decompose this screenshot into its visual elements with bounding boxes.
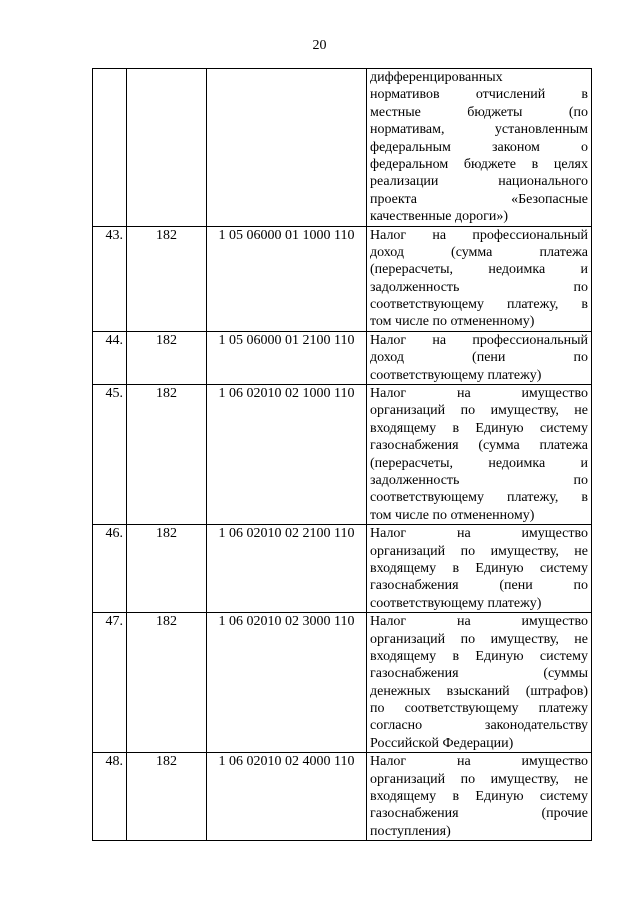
description-line: поступления) [370, 823, 451, 839]
table-row [93, 331, 592, 384]
row-number-cell: 48. [93, 753, 127, 841]
description-cell [367, 525, 592, 613]
admin-code-cell: 182 [127, 613, 207, 753]
page-number: 20 [312, 38, 327, 53]
budget-code-cell: 1 06 02010 02 4000 110 [207, 753, 367, 841]
description-line: денежных взысканий (штрафов) [370, 683, 588, 699]
description-line: Российской Федерации) [370, 735, 514, 751]
table-row [93, 226, 592, 331]
budget-code-cell: 1 05 06000 01 1000 110 [207, 226, 367, 331]
description-line: проекта «Безопасные [370, 191, 588, 207]
row-number-cell: 46. [93, 525, 127, 613]
revenue-codes-table [92, 68, 592, 841]
description-line: Налог на имущество [370, 526, 588, 542]
description-line: задолженность по [370, 279, 588, 295]
description-line: федеральным законом о [370, 139, 588, 155]
description-line: доход (пени по [370, 350, 588, 366]
description-line: по соответствующему платежу [370, 701, 588, 717]
description-line: Налог на профессиональный [370, 227, 588, 243]
description-line: газоснабжения (сумма платежа [370, 438, 588, 454]
budget-code-cell: 1 05 06000 01 2100 110 [207, 331, 367, 384]
table-body [93, 69, 592, 841]
description-line: организаций по имуществу, не [370, 771, 588, 787]
admin-code-cell: 182 [127, 753, 207, 841]
description-cell [367, 753, 592, 841]
description-line: (перерасчеты, недоимка и [370, 455, 588, 471]
table-row [93, 525, 592, 613]
description-line: соответствующему платежу, в [370, 297, 588, 313]
description-line: входящему в Единую систему [370, 560, 588, 576]
description-line: согласно законодательству [370, 718, 588, 734]
row-number-cell: 47. [93, 613, 127, 753]
description-line: задолженность по [370, 472, 588, 488]
description-line: (перерасчеты, недоимка и [370, 262, 588, 278]
description-line: соответствующему платежу, в [370, 490, 588, 506]
row-number-cell [93, 69, 127, 227]
description-cell [367, 385, 592, 525]
table-row [93, 753, 592, 841]
description-line: соответствующему платежу) [370, 595, 542, 611]
description-line: Налог на имущество [370, 386, 588, 402]
description-line: Налог на имущество [370, 754, 588, 770]
description-cell [367, 613, 592, 753]
description-line: входящему в Единую систему [370, 648, 588, 664]
row-number-cell: 43. [93, 226, 127, 331]
description-line: дифференцированных [370, 70, 503, 85]
description-line: организаций по имуществу, не [370, 403, 588, 419]
table-row [93, 613, 592, 753]
description-line: Налог на имущество [370, 614, 588, 630]
description-line: федеральном бюджете в целях [370, 156, 588, 172]
description-line: организаций по имуществу, не [370, 631, 588, 647]
description-line: входящему в Единую систему [370, 420, 588, 436]
budget-code-cell: 1 06 02010 02 2100 110 [207, 525, 367, 613]
description-line: реализации национального [370, 174, 588, 190]
budget-code-cell [207, 69, 367, 227]
description-line: нормативов отчислений в [370, 87, 588, 103]
description-line: том числе по отмененному) [370, 507, 535, 523]
description-line: соответствующему платежу) [370, 367, 542, 383]
admin-code-cell: 182 [127, 385, 207, 525]
description-line: местные бюджеты (по [370, 104, 588, 120]
description-cell [367, 69, 592, 227]
description-cell [367, 226, 592, 331]
budget-code-cell: 1 06 02010 02 3000 110 [207, 613, 367, 753]
admin-code-cell: 182 [127, 525, 207, 613]
admin-code-cell [127, 69, 207, 227]
table-row-continuation [93, 69, 592, 227]
description-line: том числе по отмененному) [370, 314, 535, 330]
row-number-cell: 45. [93, 385, 127, 525]
description-line: нормативам, установленным [370, 122, 588, 138]
row-number-cell: 44. [93, 331, 127, 384]
description-line: газоснабжения (суммы [370, 666, 588, 682]
description-line: Налог на профессиональный [370, 332, 588, 348]
description-line: газоснабжения (пени по [370, 578, 588, 594]
description-cell [367, 331, 592, 384]
description-line: организаций по имуществу, не [370, 543, 588, 559]
description-line: входящему в Единую систему [370, 789, 588, 805]
budget-code-cell: 1 06 02010 02 1000 110 [207, 385, 367, 525]
description-line: доход (сумма платежа [370, 244, 588, 260]
description-line: газоснабжения (прочие [370, 806, 588, 822]
admin-code-cell: 182 [127, 331, 207, 384]
admin-code-cell: 182 [127, 226, 207, 331]
table-row [93, 385, 592, 525]
description-line: качественные дороги») [370, 209, 509, 225]
